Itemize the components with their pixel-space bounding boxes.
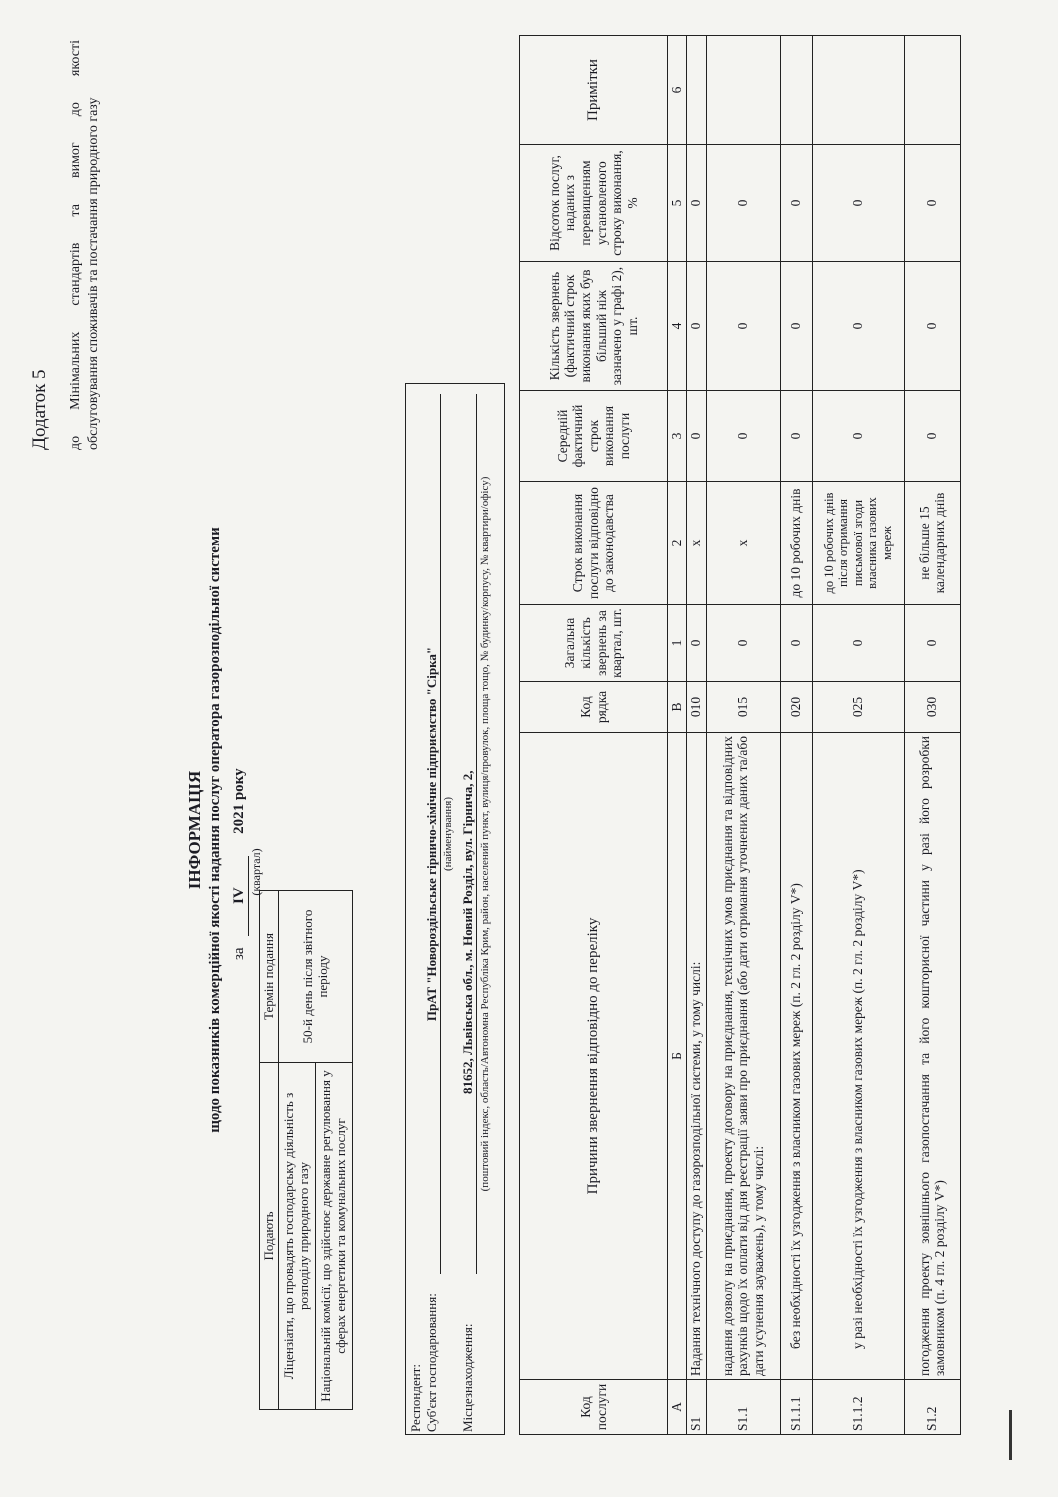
row-total: 0 [780, 605, 812, 682]
period-year: 2021 року [231, 768, 247, 834]
submission-row-licensees: Ліцензіати, що провадять господарську діяльність з розподілу природного газу [279, 1063, 316, 1410]
submission-row-deadline: 50-й день після звітного періоду [279, 891, 353, 1063]
row-average: 0 [812, 391, 904, 482]
row-service-code: S1 [686, 1380, 706, 1435]
row-percent: 0 [812, 145, 904, 262]
row-line-code: 025 [812, 682, 904, 733]
index-cell: 1 [668, 605, 687, 682]
row-average: 0 [706, 391, 780, 482]
row-term: до 10 робочих днів після отримання письмової згоди власника газових мереж [812, 482, 904, 605]
row-percent: 0 [706, 145, 780, 262]
entity-value: ПрАТ "Новороздільське гірничо-хімічне підприємство "Сірка" [424, 394, 441, 1274]
table-row [812, 36, 904, 1435]
index-cell: 5 [668, 145, 687, 262]
header-reason: Причини звернення відповідно до переліку [520, 733, 668, 1380]
row-exceeded: 0 [904, 262, 960, 391]
index-cell: 3 [668, 391, 687, 482]
row-average: 0 [904, 391, 960, 482]
row-reason: без необхідності їх узгодження з власником газових мереж (п. 2 гл. 2 розділу V*) [780, 733, 812, 1380]
page-subtitle: щодо показників комерційної якості надання послуг оператора газорозподільної системи [207, 527, 223, 1133]
row-line-code: 010 [686, 682, 706, 733]
index-cell: Б [668, 733, 687, 1380]
index-cell: 6 [668, 36, 687, 145]
row-percent: 0 [904, 145, 960, 262]
row-reason: Надання технічного доступу до газорозподільної системи, у тому числі: [686, 733, 706, 1380]
index-cell: 4 [668, 262, 687, 391]
row-service-code: S1.1 [706, 1380, 780, 1435]
row-total: 0 [706, 605, 780, 682]
appendix-reference [67, 40, 103, 450]
document-page [9, 30, 1049, 1490]
location-label: Місцезнаходження: [460, 1323, 475, 1432]
row-notes [904, 36, 960, 145]
table-row [686, 36, 706, 1435]
row-reason: погодження проекту зовнішнього газопостачання та його кошторисної частини у разі його розробки замовником (п. 4 гл. 2 розділу V*) [904, 733, 960, 1380]
row-exceeded: 0 [706, 262, 780, 391]
row-reason: надання дозволу на приєднання, проекту договору на приєднання, технічних умов приєднання та відповідних рахунків щодо їх оплати від дня реєстрації заяви про приєднання (або дати отримання уточнених даних та/або дати усунення зауважень), у тому числі: [706, 733, 780, 1380]
header-average-term: Середній фактичний строк виконання послуги [520, 391, 668, 482]
row-notes [812, 36, 904, 145]
row-line-code: 030 [904, 682, 960, 733]
main-table [519, 35, 961, 1435]
row-service-code: S1.1.2 [812, 1380, 904, 1435]
row-percent: 0 [686, 145, 706, 262]
table-row [780, 36, 812, 1435]
location-line [460, 394, 477, 1274]
row-service-code: S1.2 [904, 1380, 960, 1435]
row-term: х [706, 482, 780, 605]
scan-mark [1009, 1410, 1012, 1460]
row-reason: у разі необхідності їх узгодження з власником газових мереж (п. 2 гл. 2 розділу V*) [812, 733, 904, 1380]
submission-row-commission: Національній комісії, що здійснює державне регулювання у сферах енергетики та комунальних послуг [316, 1063, 353, 1410]
row-exceeded: 0 [812, 262, 904, 391]
appendix-title: Додаток 5 [29, 369, 50, 450]
header-service-code: Код послуги [520, 1380, 668, 1435]
row-average: 0 [686, 391, 706, 482]
quarter-value: IV [231, 887, 247, 904]
row-average: 0 [780, 391, 812, 482]
entity-caption: (найменування) [442, 797, 454, 871]
header-exceeded-percent: Відсоток послуг, наданих з перевищенням установленого строку виконання, % [520, 145, 668, 262]
appendix-ref-line-1: до Мінімальних стандартів та вимог до якості [68, 40, 83, 450]
row-notes [686, 36, 706, 145]
row-notes [780, 36, 812, 145]
respondent-block [405, 383, 505, 1435]
row-term: не більше 15 календарних днів [904, 482, 960, 605]
appendix-ref-line-2: обслуговування споживачів та постачання природного газу [86, 97, 102, 450]
appendix-label [29, 70, 51, 450]
header-row-code: Код рядка [520, 682, 668, 733]
index-cell: В [668, 682, 687, 733]
submission-header-who: Подають [260, 1063, 279, 1410]
row-term: х [686, 482, 706, 605]
submission-table [259, 890, 353, 1410]
location-caption: (поштовий індекс, область/Автономна Республіка Крим, район, населений пункт, вулиця/провулок, площа тощо, № будинку/корпусу, № квартири/офісу) [479, 476, 491, 1192]
row-total: 0 [812, 605, 904, 682]
header-total-requests: Загальна кількість звернень за квартал, шт. [520, 605, 668, 682]
page-title: ІНФОРМАЦІЯ [185, 770, 204, 890]
row-notes [706, 36, 780, 145]
row-term: до 10 робочих днів [780, 482, 812, 605]
row-line-code: 015 [706, 682, 780, 733]
row-total: 0 [904, 605, 960, 682]
quarter-caption: (квартал) [249, 848, 263, 896]
entity-label: Суб'єкт господарювання: [424, 1293, 439, 1432]
header-exceeded-count: Кількість звернень (фактичний строк виконання яких був більший ніж зазначено у графі 2), шт. [520, 262, 668, 391]
table-row [904, 36, 960, 1435]
index-cell: 2 [668, 482, 687, 605]
submission-header-deadline: Термін подання [260, 891, 279, 1063]
period-for-label: за [231, 947, 247, 960]
respondent-label: Респондент: [408, 1364, 423, 1432]
row-service-code: S1.1.1 [780, 1380, 812, 1435]
table-row [706, 36, 780, 1435]
row-total: 0 [686, 605, 706, 682]
header-notes: Примітки [520, 36, 668, 145]
row-exceeded: 0 [686, 262, 706, 391]
row-exceeded: 0 [780, 262, 812, 391]
period-line [231, 540, 249, 960]
header-legal-term: Строк виконання послуги відповідно до законодавства [520, 482, 668, 605]
title-block [185, 420, 224, 1240]
row-percent: 0 [780, 145, 812, 262]
index-row [668, 36, 687, 1435]
period-quarter [231, 856, 249, 936]
location-value: 81652, Львівська обл., м. Новий Розділ, вул. Гірнича, 2, [460, 770, 475, 1094]
index-cell: А [668, 1380, 687, 1435]
row-line-code: 020 [780, 682, 812, 733]
